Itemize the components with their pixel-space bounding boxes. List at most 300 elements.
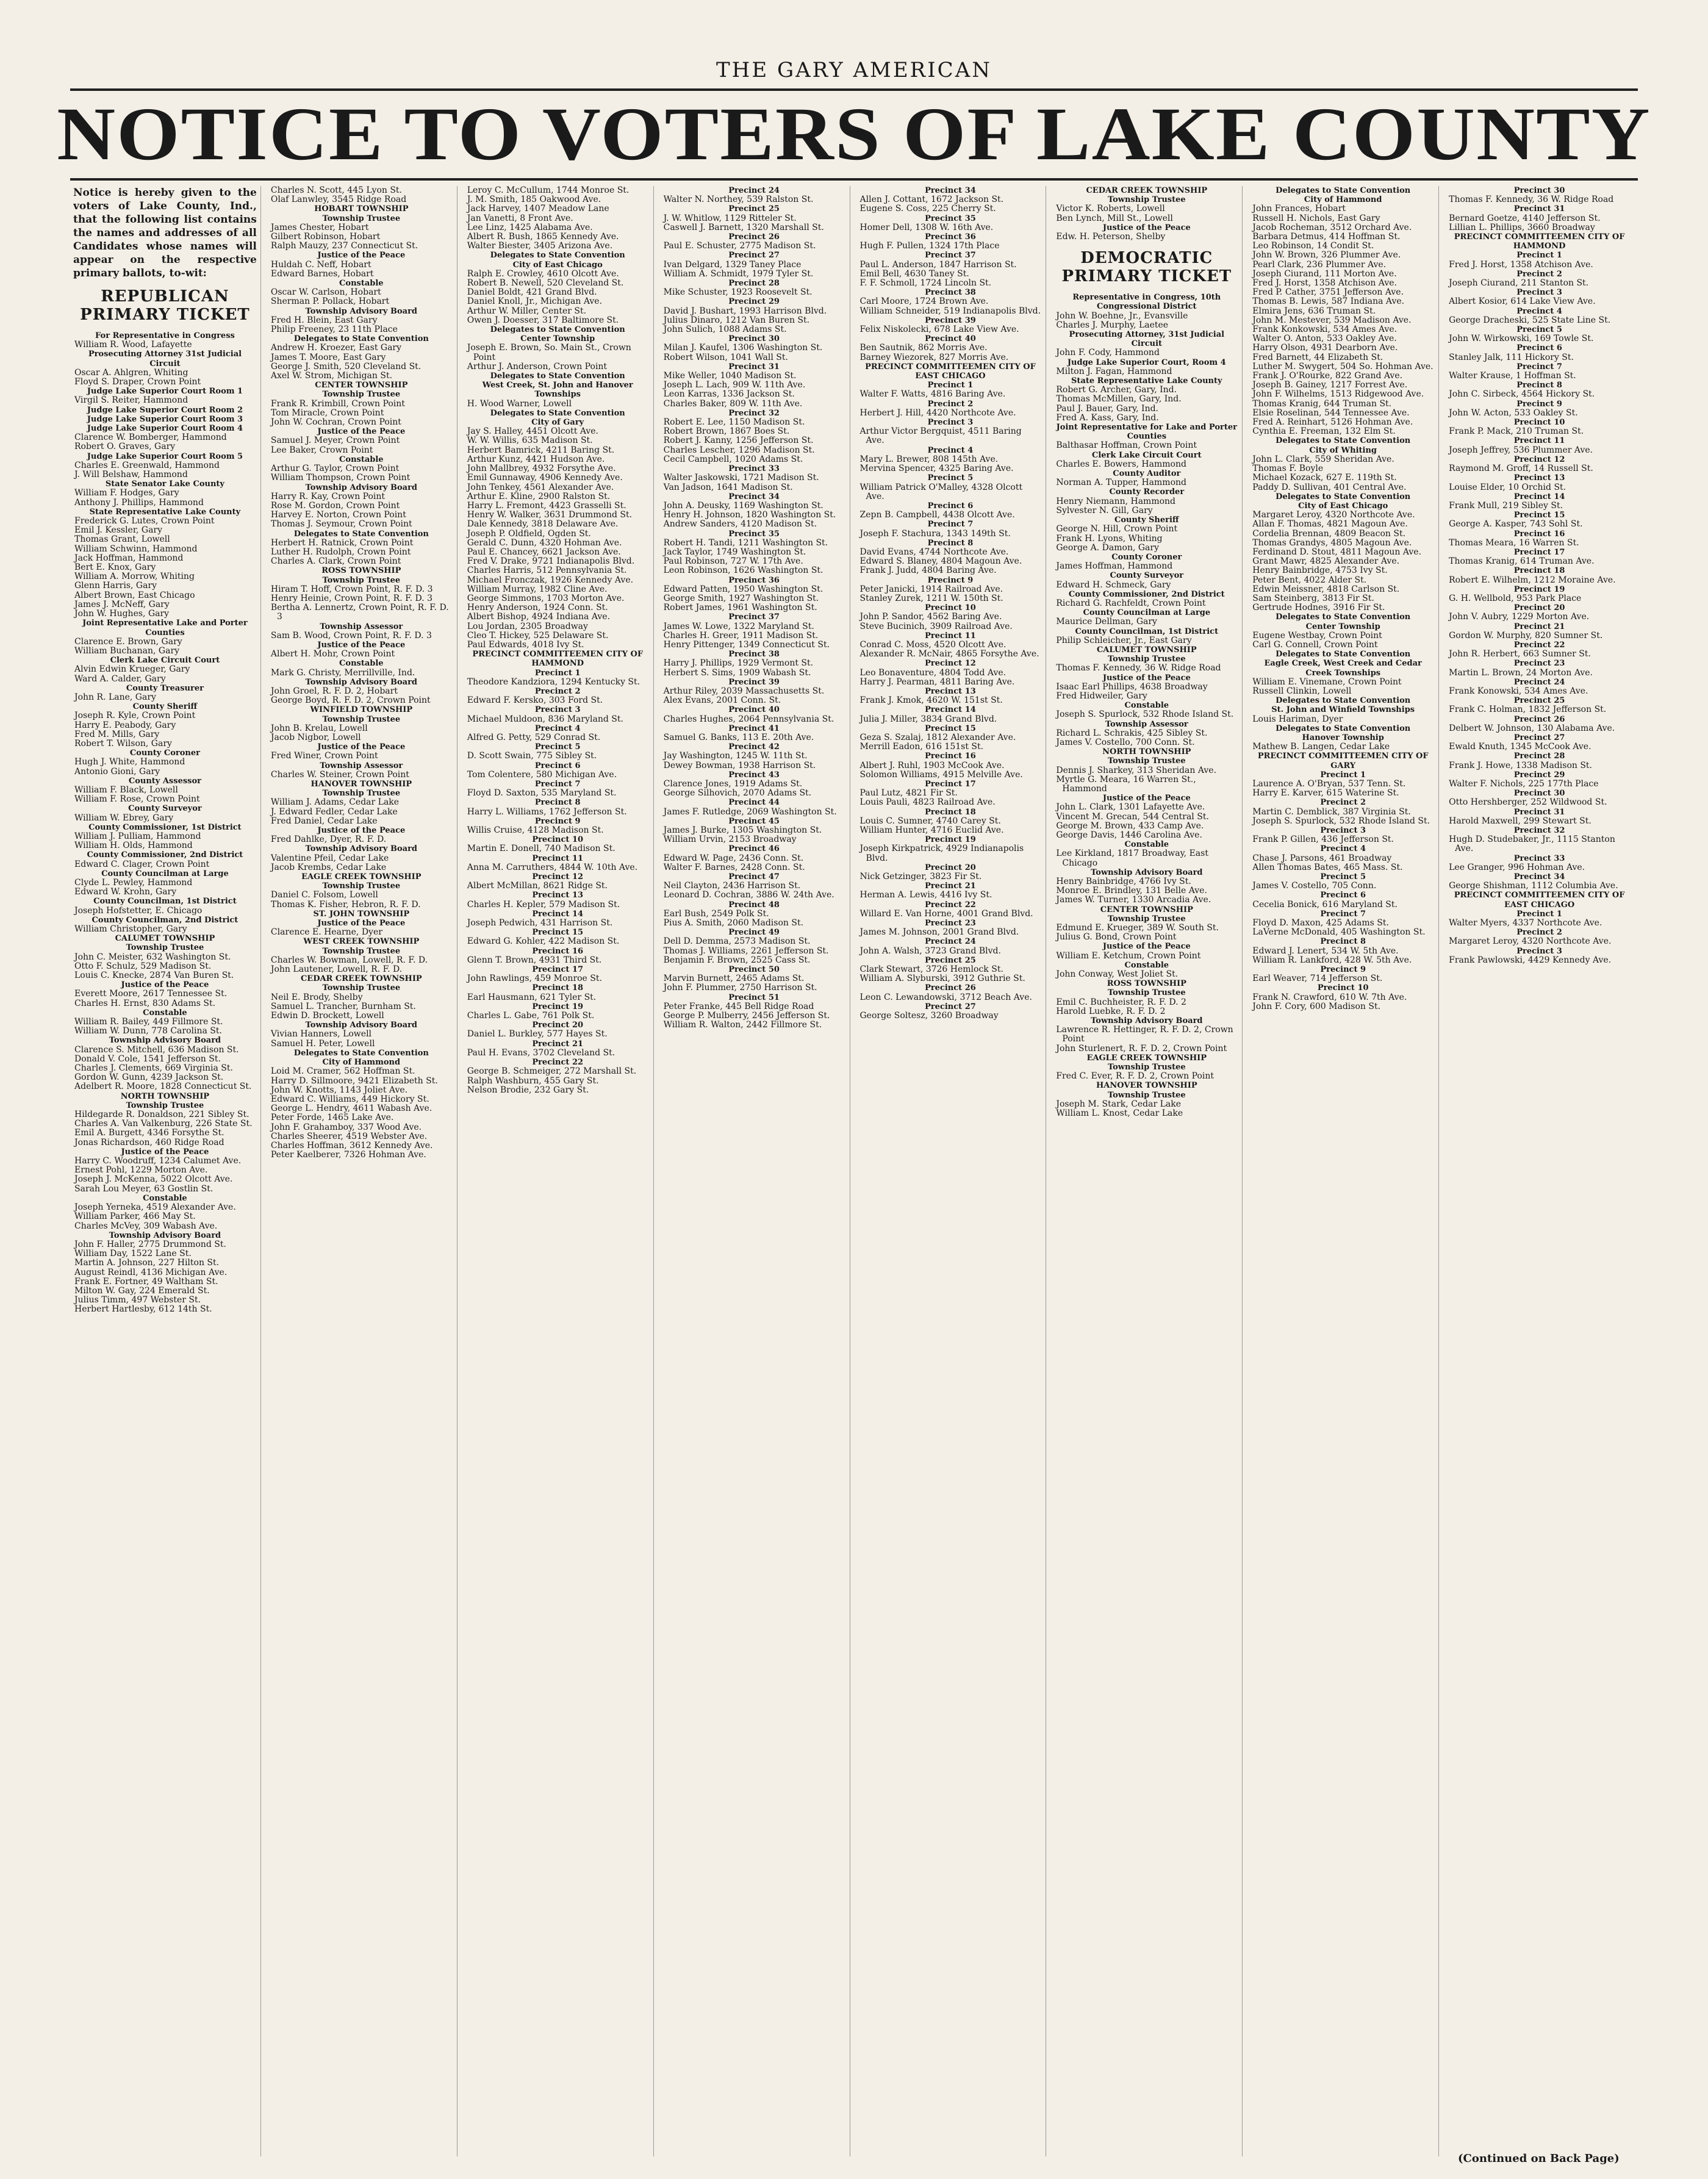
candidate-entry: Herbert J. Hill, 4420 Northcote Ave. <box>859 407 1016 418</box>
section-heading: Constable <box>339 659 384 669</box>
section-heading: Township Trustee <box>1107 1090 1186 1100</box>
candidate-entry: D. Scott Swain, 775 Sibley St. <box>467 751 597 761</box>
section-heading: Eagle Creek, West Creek and Cedar Creek Townships <box>1264 659 1422 678</box>
candidate-entry: Dell D. Demma, 2573 Madison St. <box>663 936 811 947</box>
section-heading: Precinct 21 <box>1513 622 1565 631</box>
candidate-entry: Glenn T. Brown, 4931 Third St. <box>467 955 602 965</box>
candidate-entry: Elmira Jens, 636 Truman St. <box>1252 306 1376 316</box>
candidate-entry: Oscar W. Carlson, Hobart <box>270 287 381 298</box>
candidate-entry: James W. Turner, 1330 Arcadia Ave. <box>1056 895 1211 905</box>
candidate-entry: Henry Niemann, Hammond <box>1056 496 1176 506</box>
candidate-entry: Herman A. Lewis, 4416 Ivy St. <box>859 890 992 900</box>
candidate-entry: Allen Thomas Bates, 465 Mass. St. <box>1252 862 1403 872</box>
candidate-entry: Joseph Ciurand, 211 Stanton St. <box>1449 278 1589 289</box>
section-heading: Township Trustee <box>126 1100 204 1110</box>
candidate-entry: Leo Bonaventure, 4804 Todd Ave. <box>859 667 1006 678</box>
candidate-entry: Carl Moore, 1724 Brown Ave. <box>859 296 989 307</box>
candidate-entry: Edward C. Clager, Crown Point <box>74 859 210 869</box>
columns-container <box>73 186 1635 2156</box>
candidate-entry: George Davis, 1446 Carolina Ave. <box>1056 830 1202 840</box>
candidate-entry: Cynthia E. Freeman, 132 Elm St. <box>1252 426 1396 437</box>
section-heading: Precinct 13 <box>532 891 584 900</box>
section-heading: Precinct 37 <box>728 612 780 622</box>
section-heading: Precinct 10 <box>925 603 976 613</box>
candidate-entry: Henry Pittenger, 1349 Connecticut St. <box>663 639 830 650</box>
section-heading: Precinct 34 <box>925 186 976 195</box>
candidate-entry: Fred H. Blein, East Gary <box>270 315 378 325</box>
section-heading: Precinct 15 <box>1513 511 1565 520</box>
candidate-entry: John F. Haller, 2775 Drummond St. <box>74 1239 226 1249</box>
section-heading: Township Advisory Board <box>305 844 418 854</box>
section-heading: Township Trustee <box>1107 756 1186 766</box>
candidate-entry: Edward W. Krohn, Gary <box>74 887 177 897</box>
candidate-entry: Albert Bishop, 4924 Indiana Ave. <box>467 612 611 622</box>
section-heading: Precinct 24 <box>728 186 780 195</box>
section-heading: Precinct 11 <box>532 853 584 863</box>
candidate-entry: John Mallbrey, 4932 Forsythe Ave. <box>467 464 616 474</box>
candidate-entry: Tom Colentere, 580 Michigan Ave. <box>467 769 617 780</box>
section-heading: Precinct 38 <box>728 650 780 659</box>
candidate-entry: Cecelia Bonick, 616 Maryland St. <box>1252 899 1398 910</box>
candidate-entry: Daniel Boldt, 421 Grand Blvd. <box>467 287 597 298</box>
candidate-entry: Merrill Eadon, 616 151st St. <box>859 742 984 752</box>
section-heading: Precinct 48 <box>728 900 780 910</box>
candidate-entry: Fred M. Mills, Gary <box>74 729 160 739</box>
section-heading: State Senator Lake County <box>105 479 224 489</box>
section-heading: Delegates to State Convention <box>1276 696 1411 706</box>
candidate-entry: Leon Karras, 1336 Jackson St. <box>663 389 795 400</box>
section-heading: CEDAR CREEK TOWNSHIP <box>300 974 422 984</box>
section-heading: Township Trustee <box>322 983 401 993</box>
candidate-entry: Julia J. Miller, 3834 Grand Blvd. <box>859 714 997 724</box>
candidate-entry: Leo Robinson, 14 Condit St. <box>1252 241 1374 251</box>
candidate-entry: Charles H. Greer, 1911 Madison St. <box>663 630 819 641</box>
candidate-entry: Emil Gunnaway, 4906 Kennedy Ave. <box>467 473 623 483</box>
candidate-entry: Herbert Bamrick, 4211 Baring St. <box>467 445 615 455</box>
section-heading: PRECINCT COMMITTEEMEN CITY OF GARY <box>1257 752 1429 770</box>
candidate-entry: Joseph B. Gainey, 1217 Forrest Ave. <box>1252 380 1408 390</box>
section-heading: Justice of the Peace <box>317 640 406 650</box>
section-heading: Township Trustee <box>1107 914 1186 924</box>
candidate-entry: Arthur W. Miller, Center St. <box>467 306 587 316</box>
section-heading: Delegates to State Convention <box>490 251 625 260</box>
candidate-entry: Albert McMillan, 8621 Ridge St. <box>467 881 608 891</box>
candidate-entry: John W. Cochran, Crown Point <box>270 417 401 428</box>
candidate-entry: John A. Walsh, 3723 Grand Blvd. <box>859 946 1001 956</box>
candidate-entry: Alex Evans, 2001 Conn. St. <box>663 695 781 706</box>
section-heading: City of Gary <box>531 418 584 428</box>
section-heading: Precinct 28 <box>728 279 780 289</box>
candidate-entry: Frank H. Lyons, Whiting <box>1056 533 1163 544</box>
section-heading: Precinct 50 <box>728 965 780 975</box>
candidate-entry: William J. Adams, Cedar Lake <box>270 797 400 808</box>
candidate-entry: Alvin Edwin Krueger, Gary <box>74 664 190 675</box>
candidate-entry: John B. Krelau, Lowell <box>270 723 368 733</box>
candidate-entry: Van Jadson, 1641 Madison St. <box>663 482 793 492</box>
section-heading: Precinct 10 <box>1513 418 1565 428</box>
section-heading: Township Advisory Board <box>109 1036 221 1046</box>
candidate-entry: Edw. H. Peterson, Shelby <box>1056 232 1166 242</box>
candidate-entry: Walter F. Barnes, 2428 Conn. St. <box>663 862 805 872</box>
candidate-entry: Jacob Nigbor, Lowell <box>270 732 361 742</box>
candidate-entry: Andrew H. Kroezer, East Gary <box>270 343 402 353</box>
section-heading: Constable <box>143 1193 187 1203</box>
candidate-entry: Richard G. Rachfeldt, Crown Point <box>1056 598 1206 608</box>
section-heading: County Councilman at Large <box>1083 608 1211 618</box>
candidate-entry: Philip Freeney, 23 11th Place <box>270 325 398 335</box>
candidate-entry: William H. Olds, Hammond <box>74 841 193 851</box>
section-heading: Delegates to State Convention <box>1276 723 1411 733</box>
candidate-entry: Bertha A. Lennertz, Crown Point, R. F. D. 3 <box>270 603 449 622</box>
candidate-entry: Joseph J. McKenna, 5022 Olcott Ave. <box>74 1174 233 1185</box>
candidate-entry: Benjamin F. Brown, 2525 Cass St. <box>663 955 811 965</box>
section-heading: Precinct 51 <box>728 993 780 1002</box>
candidate-entry: Eugene Westbay, Crown Point <box>1252 630 1382 641</box>
candidate-entry: Mike Schuster, 1923 Roosevelt St. <box>663 287 813 298</box>
candidate-entry: William R. Walton, 2442 Fillmore St. <box>663 1020 822 1030</box>
candidate-entry: Albert J. Ruhl, 1903 McCook Ave. <box>859 760 1005 770</box>
candidate-entry: Julius Dinaro, 1212 Van Buren St. <box>663 315 810 325</box>
candidate-entry: Anthony J. Phillips, Hammond <box>74 497 204 508</box>
candidate-entry: Clarence Jones, 1919 Adams St. <box>663 779 803 789</box>
section-heading: Township Advisory Board <box>1091 867 1203 877</box>
section-heading: Precinct 20 <box>925 863 976 872</box>
masthead: THE GARY AMERICAN <box>716 58 992 82</box>
section-heading: Prosecuting Attorney 31st Judicial Circuit <box>88 350 242 368</box>
section-heading: City of Whiting <box>1309 445 1377 455</box>
candidate-entry: Hugh D. Studebaker, Jr., 1115 Stanton Ave. <box>1449 835 1615 854</box>
candidate-entry: Ewald Knuth, 1345 McCook Ave. <box>1449 742 1591 752</box>
candidate-entry: Fred Hidweiler, Gary <box>1056 691 1147 701</box>
section-heading: County Surveyor <box>128 804 202 814</box>
candidate-entry: William F. Rose, Crown Point <box>74 794 200 805</box>
candidate-entry: James V. Costello, 700 Conn. St. <box>1056 737 1195 747</box>
candidate-entry: Daniel Knoll, Jr., Michigan Ave. <box>467 296 603 307</box>
candidate-entry: John C. Meister, 632 Washington St. <box>74 952 231 962</box>
section-heading: Precinct 14 <box>1513 492 1565 501</box>
candidate-entry: Theodore Kandziora, 1294 Kentucky St. <box>467 677 640 687</box>
candidate-entry: Hugh J. White, Hammond <box>74 757 185 767</box>
section-heading: Precinct 29 <box>728 297 780 307</box>
section-heading: Precinct 26 <box>1513 714 1565 724</box>
candidate-entry: Harry E. Karver, 615 Waterine St. <box>1252 788 1399 799</box>
candidate-entry: Louis Hariman, Dyer <box>1252 714 1343 724</box>
candidate-entry: Joseph Jeffrey, 536 Plummer Ave. <box>1449 445 1593 455</box>
section-heading: Justice of the Peace <box>1102 673 1191 683</box>
candidate-entry: Axel W. Strom, Michigan St. <box>270 371 393 381</box>
section-heading: CENTER TOWNSHIP <box>1100 905 1193 914</box>
section-heading: Hanover Township <box>1302 733 1384 742</box>
candidate-entry: Robert G. Archer, Gary, Ind. <box>1056 385 1177 395</box>
candidate-entry: Margaret Leroy, 4320 Northcote Ave. <box>1252 510 1415 520</box>
candidate-entry: Bert E. Knox, Gary <box>74 562 156 573</box>
section-heading: Precinct 8 <box>534 798 581 808</box>
section-heading: Precinct 13 <box>925 686 976 696</box>
section-heading: HANOVER TOWNSHIP <box>310 780 412 789</box>
candidate-entry: William R. Lankford, 428 W. 5th Ave. <box>1252 955 1412 965</box>
candidate-entry: Michael Fronczak, 1926 Kennedy Ave. <box>467 575 634 585</box>
democratic-ticket-heading: DEMOCRATIC PRIMARY TICKET <box>1061 249 1232 286</box>
section-heading: Precinct 4 <box>1516 306 1562 316</box>
section-heading: County Auditor <box>1113 469 1181 479</box>
candidate-entry: George Dracheski, 525 State Line St. <box>1449 315 1611 325</box>
candidate-entry: Gertrude Hodnes, 3916 Fir St. <box>1252 603 1385 613</box>
candidate-entry: Walter Krause, 1 Hoffman St. <box>1449 371 1576 381</box>
candidate-entry: Thomas Grant, Lowell <box>74 534 170 545</box>
candidate-entry: Peter Forde, 1465 Lake Ave. <box>270 1113 394 1123</box>
section-heading: Precinct 6 <box>534 761 581 770</box>
section-heading: Prosecuting Attorney, 31st Judicial Circuit <box>1069 330 1225 349</box>
candidate-entry: Paul Edwards, 4018 Ivy St. <box>467 639 584 650</box>
candidate-entry: Emil Bell, 4630 Taney St. <box>859 268 969 279</box>
section-heading: Precinct 2 <box>1516 928 1562 938</box>
section-heading: Precinct 17 <box>925 780 976 789</box>
candidate-entry: Harry Olson, 4931 Dearborn Ave. <box>1252 343 1398 353</box>
section-heading: HANOVER TOWNSHIP <box>1096 1081 1197 1091</box>
section-heading: Precinct 30 <box>1513 186 1565 195</box>
section-heading: Precinct 35 <box>925 214 976 223</box>
candidate-entry: Charles A. Van Valkenburg, 226 State St. <box>74 1119 253 1129</box>
candidate-entry: Chase J. Parsons, 461 Broadway <box>1252 853 1392 863</box>
candidate-entry: Martin C. Demblick, 387 Virginia St. <box>1252 806 1411 817</box>
candidate-entry: William A. Morrow, Whiting <box>74 572 195 582</box>
candidate-entry: Marvin Burnett, 2465 Adams St. <box>663 974 805 984</box>
candidate-entry: Robert H. Tandi, 1211 Washington St. <box>663 537 828 548</box>
section-heading: Clerk Lake Circuit Court <box>110 656 220 666</box>
candidate-entry: Gilbert Robinson, Hobart <box>270 232 381 242</box>
candidate-entry: Louis C. Knecke, 2874 Van Buren St. <box>74 971 234 981</box>
candidate-entry: Charles L. Gabe, 761 Polk St. <box>467 1011 595 1021</box>
candidate-entry: Sherman P. Pollack, Hobart <box>270 296 390 307</box>
candidate-entry: Willis Cruise, 4128 Madison St. <box>467 825 604 836</box>
section-heading: Precinct 42 <box>728 742 780 752</box>
section-heading: City of Hammond <box>1304 195 1382 205</box>
section-heading: Precinct 25 <box>925 955 976 965</box>
candidate-entry: Charles E. Greenwald, Hammond <box>74 460 220 470</box>
section-heading: Justice of the Peace <box>317 919 406 928</box>
candidate-entry: Geza S. Szalaj, 1812 Alexander Ave. <box>859 732 1016 742</box>
candidate-entry: Edwin D. Brockett, Lowell <box>270 1011 384 1021</box>
candidate-entry: Joseph Kirkpatrick, 4929 Indianapolis Blvd. <box>859 844 1024 863</box>
section-heading: Justice of the Peace <box>121 1147 209 1157</box>
candidate-entry: Nelson Brodie, 232 Gary St. <box>467 1085 589 1095</box>
candidate-entry: Adelbert R. Moore, 1828 Connecticut St. <box>74 1082 252 1092</box>
section-heading: ST. JOHN TOWNSHIP <box>313 909 410 919</box>
candidate-entry: John F. Plummer, 2750 Harrison St. <box>663 983 817 993</box>
candidate-entry: LaVerne McDonald, 405 Washington St. <box>1252 927 1426 938</box>
section-heading: Judge Lake Superior Court, Room 4 <box>1067 357 1226 367</box>
candidate-entry: George L. Hendry, 4611 Wabash Ave. <box>270 1104 432 1114</box>
section-heading: Precinct 22 <box>532 1058 584 1068</box>
candidate-entry: Thomas B. Lewis, 587 Indiana Ave. <box>1252 296 1405 307</box>
section-heading: Precinct 39 <box>925 315 976 325</box>
candidate-entry: Robert B. Newell, 520 Cleveland St. <box>467 278 624 289</box>
column-8 <box>1448 186 1635 2156</box>
section-heading: County Sheriff <box>132 702 198 712</box>
candidate-entry: Joseph S. Spurlock, 532 Rhode Island St. <box>1252 816 1430 826</box>
section-heading: ROSS TOWNSHIP <box>321 566 401 576</box>
candidate-entry: John F. Cory, 600 Madison St. <box>1252 1001 1381 1011</box>
section-heading: Delegates to State Convention <box>1276 492 1411 501</box>
candidate-entry: John R. Herbert, 663 Sumner St. <box>1449 649 1591 659</box>
candidate-entry: Fred J. Horst, 1358 Atchison Ave. <box>1252 278 1397 289</box>
candidate-entry: Otto F. Schulz, 529 Madison St. <box>74 961 212 971</box>
candidate-entry: Charles A. Clark, Crown Point <box>270 556 401 567</box>
candidate-entry: Luther H. Rudolph, Crown Point <box>270 547 411 557</box>
candidate-entry: Steve Bucinich, 3909 Railroad Ave. <box>859 621 1013 631</box>
section-heading: Precinct 21 <box>925 881 976 891</box>
candidate-entry: Ernest Pohl, 1229 Morton Ave. <box>74 1165 208 1176</box>
candidate-entry: Harold Luebke, R. F. D. 2 <box>1056 1006 1166 1016</box>
candidate-entry: August Reindl, 4136 Michigan Ave. <box>74 1267 228 1277</box>
candidate-entry: Leonard D. Cochran, 3886 W. 24th Ave. <box>663 890 834 900</box>
candidate-entry: William Day, 1522 Lane St. <box>74 1249 192 1259</box>
candidate-entry: Henry Anderson, 1924 Conn. St. <box>467 603 608 613</box>
candidate-entry: Earl Bush, 2549 Polk St. <box>663 908 769 919</box>
candidate-entry: Harry D. Sillmoore, 9421 Elizabeth St. <box>270 1075 438 1086</box>
candidate-entry: Dewey Bowman, 1938 Harrison St. <box>663 760 816 770</box>
section-heading: Precinct 18 <box>925 807 976 817</box>
candidate-entry: Tom Miracle, Crown Point <box>270 407 384 418</box>
candidate-entry: Fred C. Ever, R. F. D. 2, Crown Point <box>1056 1071 1215 1082</box>
section-heading: Township Trustee <box>322 946 401 956</box>
candidate-entry: Charles Hoffman, 3612 Kennedy Ave. <box>270 1140 433 1151</box>
section-heading: Joint Representative Lake and Porter Counties <box>82 619 248 637</box>
candidate-entry: Frank E. Fortner, 49 Waltham St. <box>74 1276 218 1287</box>
candidate-entry: Charles Lescher, 1296 Madison St. <box>663 445 815 455</box>
section-heading: EAGLE CREEK TOWNSHIP <box>1086 1053 1207 1063</box>
section-heading: WINFIELD TOWNSHIP <box>310 705 413 715</box>
candidate-entry: John Frances, Hobart <box>1252 204 1346 214</box>
section-heading: Precinct 49 <box>728 928 780 938</box>
candidate-entry: Ralph Washburn, 455 Gary St. <box>467 1075 599 1086</box>
candidate-entry: Thomas McMillen, Gary, Ind. <box>1056 394 1182 404</box>
candidate-entry: Clarence E. Brown, Gary <box>74 636 182 647</box>
candidate-entry: George J. Smith, 520 Cleveland St. <box>270 361 422 372</box>
section-heading: County Coroner <box>1111 552 1182 562</box>
candidate-entry: Edward Patten, 1950 Washington St. <box>663 584 824 594</box>
candidate-entry: Stanley Zurek, 1211 W. 150th St. <box>859 593 1003 603</box>
column-2-body <box>270 186 453 1160</box>
section-heading: Precinct 6 <box>1516 343 1562 353</box>
candidate-entry: Frank N. Crawford, 610 W. 7th Ave. <box>1252 992 1407 1002</box>
section-heading: Precinct 13 <box>1513 473 1565 483</box>
section-heading: West Creek, St. John and Hanover Townships <box>482 381 633 400</box>
candidate-entry: John Conway, West Joliet St. <box>1056 969 1179 980</box>
section-heading: County Commissioner, 2nd District <box>1068 589 1225 599</box>
candidate-entry: George A. Damon, Gary <box>1056 542 1159 553</box>
section-heading: Township Trustee <box>322 390 401 400</box>
candidate-entry: James J. Burke, 1305 Washington St. <box>663 825 822 836</box>
candidate-entry: Huldah C. Neff, Hobart <box>270 259 371 270</box>
candidate-entry: William F. Hodges, Gary <box>74 488 179 498</box>
candidate-entry: Milan J. Kaufel, 1306 Washington St. <box>663 343 823 353</box>
candidate-entry: Walter N. Northey, 539 Ralston St. <box>663 195 814 205</box>
candidate-entry: Edward G. Kohler, 422 Madison St. <box>467 936 620 947</box>
candidate-entry: Joseph Yerneka, 4519 Alexander Ave. <box>74 1202 236 1213</box>
candidate-entry: Frank P. Gillen, 436 Jefferson St. <box>1252 835 1394 845</box>
section-heading: Precinct 33 <box>728 464 780 474</box>
section-heading: Precinct 27 <box>1513 733 1565 742</box>
candidate-entry: Lee Kirkland, 1817 Broadway, East Chicago <box>1056 849 1208 868</box>
candidate-entry: Milton W. Gay, 224 Emerald St. <box>74 1285 210 1296</box>
section-heading: Township Advisory Board <box>305 483 418 492</box>
candidate-entry: Herbert H. Ratnick, Crown Point <box>270 537 414 548</box>
section-heading: Delegates to State Convention <box>293 1048 429 1058</box>
section-heading: Township Trustee <box>322 575 401 585</box>
section-heading: State Representative Lake County <box>1071 376 1222 386</box>
candidate-entry: Anna M. Carruthers, 4844 W. 10th Ave. <box>467 862 638 872</box>
candidate-entry: Zepn B. Campbell, 4438 Olcott Ave. <box>859 510 1015 520</box>
section-heading: Precinct 10 <box>1317 983 1369 993</box>
candidate-entry: Frank Konowski, 534 Ames Ave. <box>1449 686 1588 696</box>
section-heading: Township Advisory Board <box>109 1230 221 1240</box>
section-heading: County Treasurer <box>126 683 204 693</box>
candidate-entry: Loid M. Cramer, 562 Hoffman St. <box>270 1066 415 1077</box>
candidate-entry: Thomas J. Williams, 2261 Jefferson St. <box>663 946 829 956</box>
candidate-entry: Henry H. Johnson, 1820 Washington St. <box>663 510 836 520</box>
candidate-entry: George Boyd, R. F. D. 2, Crown Point <box>270 695 431 706</box>
candidate-entry: F. F. Schmoll, 1724 Lincoln St. <box>859 278 992 289</box>
section-heading: Precinct 16 <box>925 752 976 761</box>
section-heading: PRECINCT COMMITTEEMEN CITY OF EAST CHICAGO <box>1454 891 1625 910</box>
section-heading: Precinct 31 <box>1513 807 1565 817</box>
candidate-entry: William Christopher, Gary <box>74 924 187 934</box>
candidate-entry: Daniel L. Burkley, 577 Hayes St. <box>467 1029 608 1039</box>
section-heading: Precinct 7 <box>534 780 581 789</box>
section-heading: Precinct 19 <box>1513 584 1565 594</box>
section-heading: ROSS TOWNSHIP <box>1107 979 1186 989</box>
candidate-entry: John Sulich, 1088 Adams St. <box>663 325 787 335</box>
candidate-entry: Ralph E. Crowley, 4610 Olcott Ave. <box>467 268 619 279</box>
candidate-entry: Charles Hughes, 2064 Pennsylvania St. <box>663 714 834 724</box>
section-heading: Precinct 14 <box>925 705 976 715</box>
section-heading: Precinct 20 <box>1513 603 1565 613</box>
candidate-entry: Harold Maxwell, 299 Stewart St. <box>1449 816 1591 826</box>
candidate-entry: Vivian Hanners, Lowell <box>270 1029 372 1039</box>
candidate-entry: John V. Aubry, 1229 Morton Ave. <box>1449 612 1590 622</box>
section-heading: Precinct 12 <box>1513 454 1565 464</box>
section-heading: Precinct 15 <box>925 723 976 733</box>
candidate-entry: Walter O. Anton, 533 Oakley Ave. <box>1252 334 1397 344</box>
section-heading: CALUMET TOWNSHIP <box>115 934 215 944</box>
section-heading: Precinct 7 <box>1516 362 1562 372</box>
section-heading: Precinct 36 <box>728 575 780 585</box>
top-rule <box>70 88 1638 91</box>
section-heading: Joint Representative for Lake and Porter Counties <box>1056 423 1237 442</box>
section-heading: County Councilman at Large <box>101 869 229 878</box>
candidate-entry: Paddy D. Sullivan, 401 Central Ave. <box>1252 482 1407 492</box>
candidate-entry: Sam B. Wood, Crown Point, R. F. D. 3 <box>270 630 432 641</box>
candidate-entry: Jay Washington, 1245 W. 11th St. <box>663 751 808 761</box>
candidate-entry: Vincent M. Grecan, 544 Central St. <box>1056 811 1209 822</box>
candidate-entry: Peter Kaelberer, 7326 Hohman Ave. <box>270 1150 426 1160</box>
candidate-entry: Allen J. Cottant, 1672 Jackson St. <box>859 195 1004 205</box>
candidate-entry: William E. Vinemane, Crown Point <box>1252 677 1402 687</box>
section-heading: Township Advisory Board <box>305 306 418 316</box>
candidate-entry: Carl G. Connell, Crown Point <box>1252 639 1378 650</box>
section-heading: Precinct 8 <box>1320 937 1366 947</box>
section-heading: Precinct 3 <box>1516 288 1562 298</box>
candidate-entry: Eugene S. Coss, 225 Cherry St. <box>859 204 996 214</box>
column-8-body <box>1448 186 1631 965</box>
candidate-entry: Alexander R. McNair, 4865 Forsythe Ave. <box>859 649 1039 659</box>
section-heading: Township Trustee <box>126 943 204 953</box>
candidate-entry: John W. Brown, 326 Plummer Ave. <box>1252 250 1401 260</box>
section-heading: County Commissioner, 1st District <box>88 822 242 832</box>
column-1 <box>73 186 261 2156</box>
section-heading: Delegates to State Convention <box>490 408 625 418</box>
